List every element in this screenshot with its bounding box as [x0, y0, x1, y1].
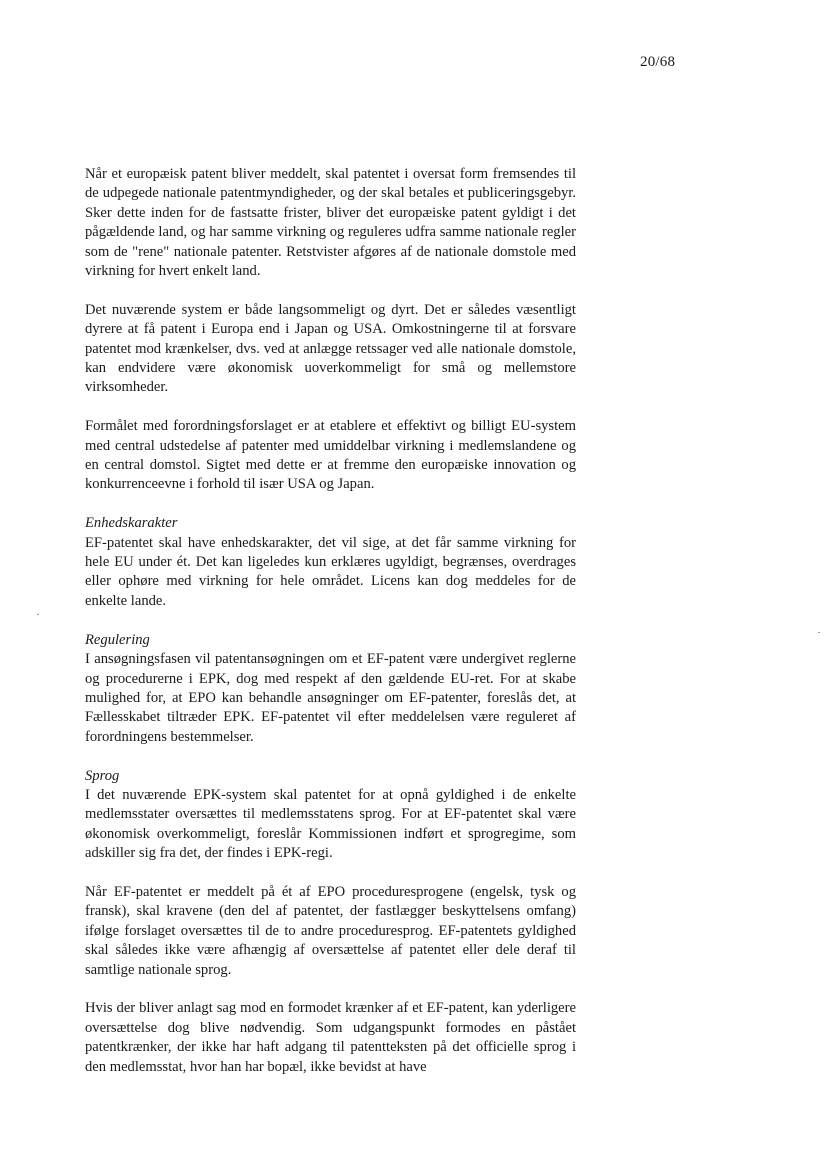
section-heading-regulering: Regulering	[85, 631, 150, 648]
section-heading-sprog: Sprog	[85, 767, 120, 784]
section-heading-enhedskarakter: Enhedskarakter	[85, 515, 178, 532]
section-sprog	[85, 767, 576, 864]
section-text-sprog: I det nuværende EPK-system skal patentet for at opnå gyldighed i de enkelte medlemsstater oversættes til medlemsstatens sprog. For at EF-patentet skal være økonomisk overkommeligt, foreslår Kommissionen indført et sprogregime, som adskiller sig fra det, der findes i EPK-regi.	[85, 786, 576, 862]
section-regulering	[85, 631, 576, 747]
scan-speck	[818, 632, 820, 633]
paragraph-language-procedure: Når EF-patentet er meddelt på ét af EPO proceduresprogene (engelsk, tysk og fransk), skal kravene (den del af patentet, der fastlægger beskyttelsens omfang) ifølge forslaget oversættes til de to andre proceduresprog. EF-patentets gyldighed skal således ikke være afhængig af oversættelse af patentet eller dele deraf til samtlige nationale sprog.	[85, 883, 576, 978]
paragraph-infringement: Hvis der bliver anlagt sag mod en formodet krænker af et EF-patent, kan yderligere oversættelse dog blive nødvendig. Som udgangspunkt formodes en påstået patentkrænker, der ikke har haft adgang til patentteksten på det officielle sprog i den medlemsstat, hvor han har bopæl, ikke bevidst at have	[85, 1000, 576, 1075]
scan-speck	[37, 614, 39, 615]
document-body	[85, 165, 576, 1096]
section-text-regulering: I ansøgningsfasen vil patentansøgningen om et EF-patent være undergivet reglerne og procedurerne i EPK, dog med respekt af den gældende EU-ret. For at skabe mulighed for, at EPO kan behandle ansøgninger om EF-patenter, foreslås det, at Fællesskabet tiltræder EPK. EF-patentet vil efter meddelelsen være reguleret af forordningens bestemmelser.	[85, 651, 576, 745]
paragraph-regulation-purpose: Formålet med forordningsforslaget er at etablere et effektivt og billigt EU-system med central udstedelse af patenter med umiddelbar virkning i medlemslandene og en central domstol. Sigtet med dette er at fremme den europæiske innovation og konkurrenceevne i forhold til især USA og Japan.	[85, 418, 576, 493]
section-text-enhedskarakter: EF-patentet skal have enhedskarakter, det vil sige, at det får samme virkning for hele EU under ét. Det kan ligeledes kun erklæres ugyldigt, begrænses, overdrages eller ophøre med virkning for hele området. Licens kan dog meddeles for de enkelte lande.	[85, 534, 576, 609]
paragraph-european-patent-grant: Når et europæisk patent bliver meddelt, skal patentet i oversat form fremsendes til de udpegede nationale patentmyndigheder, og der skal betales et publiceringsgebyr. Sker dette inden for de fastsatte frister, bliver det europæiske patent gyldigt i det pågældende land, og har samme virkning og reguleres udfra samme nationale regler som de "rene" nationale patenter. Retstvister afgøres af de nationale domstole med virkning for hvert enkelt land.	[85, 166, 576, 280]
page-number: 20/68	[640, 54, 676, 70]
paragraph-current-system: Det nuværende system er både langsommeligt og dyrt. Det er således væsentligt dyrere at få patent i Europa end i Japan og USA. Omkostningerne til at forsvare patentet mod krænkelser, dvs. ved at anlægge retssager ved alle nationale domstole, kan endvidere være økonomisk uoverkommeligt for små og mellemstore virksomheder.	[85, 301, 576, 396]
section-enhedskarakter	[85, 514, 576, 611]
